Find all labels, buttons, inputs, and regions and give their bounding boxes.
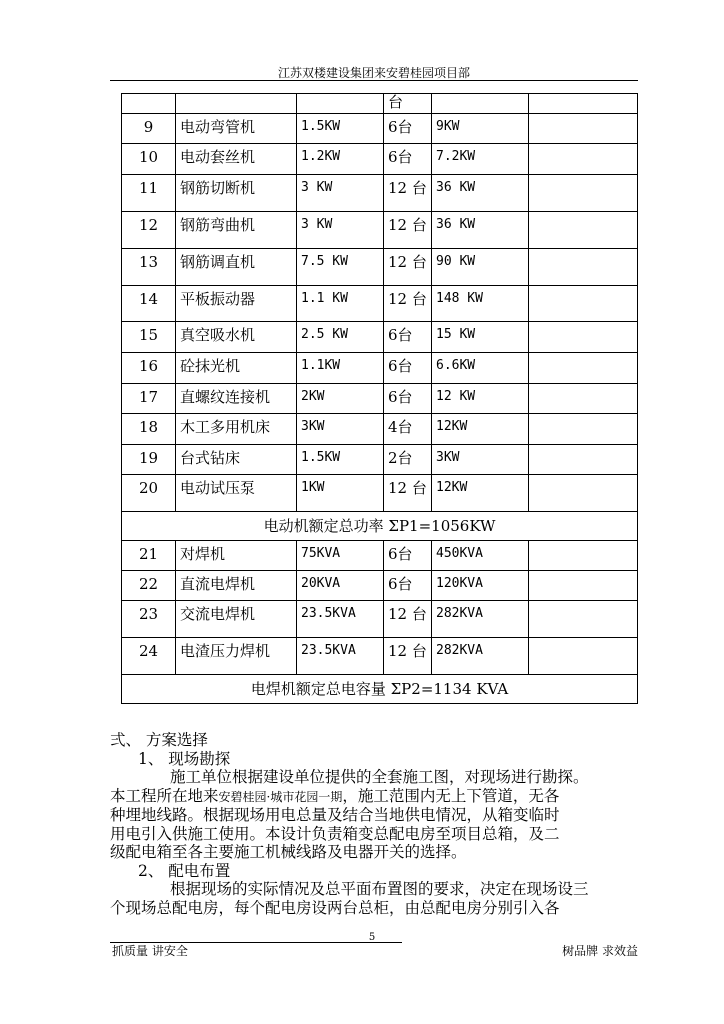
table-row bbox=[122, 114, 638, 144]
total-power: 450KVA bbox=[432, 541, 529, 571]
body-text bbox=[110, 731, 638, 917]
total-power: 15 KW bbox=[432, 322, 529, 353]
row-number: 17 bbox=[122, 384, 176, 414]
section-heading: 弍、 方案选择 bbox=[110, 731, 208, 749]
quantity: 12 台 bbox=[384, 475, 432, 512]
quantity: 6台 bbox=[384, 541, 432, 571]
equipment-name: 对焊机 bbox=[176, 541, 297, 571]
remark bbox=[529, 571, 638, 601]
total-power: 282KVA bbox=[432, 601, 529, 638]
remark bbox=[529, 94, 638, 114]
quantity: 12 台 bbox=[384, 286, 432, 322]
equipment-name: 交流电焊机 bbox=[176, 601, 297, 638]
equipment-name: 钢筋弯曲机 bbox=[176, 212, 297, 249]
table-row bbox=[122, 94, 638, 114]
total-power: 148 KW bbox=[432, 286, 529, 322]
total-power bbox=[432, 94, 529, 114]
equipment-name: 钢筋调直机 bbox=[176, 249, 297, 286]
total-power: 6.6KW bbox=[432, 353, 529, 384]
quantity: 台 bbox=[384, 94, 432, 114]
row-number: 21 bbox=[122, 541, 176, 571]
table-row bbox=[122, 322, 638, 353]
table-row bbox=[122, 414, 638, 445]
remark bbox=[529, 601, 638, 638]
total-power: 36 KW bbox=[432, 212, 529, 249]
equipment-name: 电动试压泵 bbox=[176, 475, 297, 512]
paragraph-line: 个现场总配电房，每个配电房设两台总柜，由总配电房分别引入各 bbox=[110, 898, 560, 917]
table-row bbox=[122, 212, 638, 249]
quantity: 4台 bbox=[384, 414, 432, 445]
total-power: 90 KW bbox=[432, 249, 529, 286]
remark bbox=[529, 175, 638, 212]
rated-power: 2.5 KW bbox=[297, 322, 384, 353]
total-power: 3KW bbox=[432, 445, 529, 475]
table-row bbox=[122, 175, 638, 212]
row-number: 12 bbox=[122, 212, 176, 249]
rated-power: 7.5 KW bbox=[297, 249, 384, 286]
total-power: 282KVA bbox=[432, 638, 529, 675]
paragraph-line: 根据现场的实际情况及总平面布置图的要求，决定在现场设三 bbox=[170, 880, 589, 898]
row-number: 20 bbox=[122, 475, 176, 512]
equipment-name: 平板振动器 bbox=[176, 286, 297, 322]
quantity: 12 台 bbox=[384, 212, 432, 249]
row-number: 11 bbox=[122, 175, 176, 212]
remark bbox=[529, 286, 638, 322]
row-number: 14 bbox=[122, 286, 176, 322]
remark bbox=[529, 114, 638, 144]
row-number: 19 bbox=[122, 445, 176, 475]
rated-power: 3KW bbox=[297, 414, 384, 445]
summary-text: 电动机额定总功率 ΣP1=1056KW bbox=[122, 512, 638, 541]
row-number: 18 bbox=[122, 414, 176, 445]
row-number: 10 bbox=[122, 144, 176, 175]
quantity: 6台 bbox=[384, 144, 432, 175]
footer-slogan-left: 抓质量 讲安全 bbox=[112, 944, 188, 958]
row-number: 13 bbox=[122, 249, 176, 286]
paragraph-line: 用电引入供施工使用。本设计负责箱变总配电房至项目总箱，及二 bbox=[110, 824, 560, 843]
row-number: 23 bbox=[122, 601, 176, 638]
row-number bbox=[122, 94, 176, 114]
total-power: 9KW bbox=[432, 114, 529, 144]
rated-power: 20KVA bbox=[297, 571, 384, 601]
rated-power: 1.1 KW bbox=[297, 286, 384, 322]
rated-power: 75KVA bbox=[297, 541, 384, 571]
table-row bbox=[122, 286, 638, 322]
table-row bbox=[122, 249, 638, 286]
equipment-name: 直螺纹连接机 bbox=[176, 384, 297, 414]
row-number: 24 bbox=[122, 638, 176, 675]
quantity: 6台 bbox=[384, 322, 432, 353]
remark bbox=[529, 212, 638, 249]
table-row bbox=[122, 601, 638, 638]
equipment-table bbox=[121, 93, 638, 704]
rated-power: 23.5KVA bbox=[297, 601, 384, 638]
table-row bbox=[122, 638, 638, 675]
equipment-name: 砼抹光机 bbox=[176, 353, 297, 384]
total-power: 12 KW bbox=[432, 384, 529, 414]
equipment-name: 电动套丝机 bbox=[176, 144, 297, 175]
rated-power: 3 KW bbox=[297, 175, 384, 212]
rated-power: 1.5KW bbox=[297, 445, 384, 475]
row-number: 15 bbox=[122, 322, 176, 353]
remark bbox=[529, 445, 638, 475]
quantity: 12 台 bbox=[384, 601, 432, 638]
table-row bbox=[122, 144, 638, 175]
rated-power: 1.5KW bbox=[297, 114, 384, 144]
total-power: 120KVA bbox=[432, 571, 529, 601]
remark bbox=[529, 384, 638, 414]
rated-power bbox=[297, 94, 384, 114]
quantity: 6台 bbox=[384, 571, 432, 601]
rated-power: 1.1KW bbox=[297, 353, 384, 384]
equipment-name: 钢筋切断机 bbox=[176, 175, 297, 212]
table-row bbox=[122, 475, 638, 512]
remark bbox=[529, 541, 638, 571]
table-row bbox=[122, 353, 638, 384]
remark bbox=[529, 414, 638, 445]
equipment-name: 真空吸水机 bbox=[176, 322, 297, 353]
total-power: 12KW bbox=[432, 414, 529, 445]
paragraph-line: 本工程所在地来安碧桂园·城市花园一期，施工范围内无上下管道，无各 bbox=[110, 786, 560, 805]
rated-power: 1KW bbox=[297, 475, 384, 512]
equipment-name bbox=[176, 94, 297, 114]
table-row bbox=[122, 571, 638, 601]
quantity: 12 台 bbox=[384, 249, 432, 286]
quantity: 12 台 bbox=[384, 638, 432, 675]
subsection-power-layout: 2、 配电布置 bbox=[138, 861, 231, 880]
page-header-title: 江苏双楼建设集团来安碧桂园项目部 bbox=[277, 66, 470, 80]
table-row bbox=[122, 445, 638, 475]
quantity: 12 台 bbox=[384, 175, 432, 212]
summary-row bbox=[122, 675, 638, 704]
footer-slogan-right: 树品牌 求效益 bbox=[562, 944, 638, 958]
equipment-name: 木工多用机床 bbox=[176, 414, 297, 445]
quantity: 2台 bbox=[384, 445, 432, 475]
total-power: 7.2KW bbox=[432, 144, 529, 175]
page-number: 5 bbox=[368, 932, 376, 943]
rated-power: 23.5KVA bbox=[297, 638, 384, 675]
remark bbox=[529, 249, 638, 286]
row-number: 22 bbox=[122, 571, 176, 601]
equipment-name: 台式钻床 bbox=[176, 445, 297, 475]
paragraph-line: 级配电箱至各主要施工机械线路及电器开关的选择。 bbox=[110, 843, 467, 861]
row-number: 9 bbox=[122, 114, 176, 144]
paragraph-line: 施工单位根据建设单位提供的全套施工图，对现场进行勘探。 bbox=[170, 768, 589, 786]
equipment-name: 电渣压力焊机 bbox=[176, 638, 297, 675]
total-power: 36 KW bbox=[432, 175, 529, 212]
rated-power: 1.2KW bbox=[297, 144, 384, 175]
remark bbox=[529, 475, 638, 512]
total-power: 12KW bbox=[432, 475, 529, 512]
quantity: 6台 bbox=[384, 353, 432, 384]
equipment-name: 直流电焊机 bbox=[176, 571, 297, 601]
remark bbox=[529, 353, 638, 384]
rated-power: 3 KW bbox=[297, 212, 384, 249]
rated-power: 2KW bbox=[297, 384, 384, 414]
equipment-name: 电动弯管机 bbox=[176, 114, 297, 144]
header-rule bbox=[110, 80, 638, 81]
table-row bbox=[122, 384, 638, 414]
subsection-site-survey: 1、 现场勘探 bbox=[138, 749, 231, 768]
remark bbox=[529, 144, 638, 175]
remark bbox=[529, 638, 638, 675]
paragraph-line: 种埋地线路。根据现场用电总量及结合当地供电情况，从箱变临时 bbox=[110, 806, 560, 824]
row-number: 16 bbox=[122, 353, 176, 384]
remark bbox=[529, 322, 638, 353]
table-row bbox=[122, 541, 638, 571]
quantity: 6台 bbox=[384, 114, 432, 144]
summary-text: 电焊机额定总电容量 ΣP2=1134 KVA bbox=[122, 675, 638, 704]
quantity: 6台 bbox=[384, 384, 432, 414]
summary-row bbox=[122, 512, 638, 541]
